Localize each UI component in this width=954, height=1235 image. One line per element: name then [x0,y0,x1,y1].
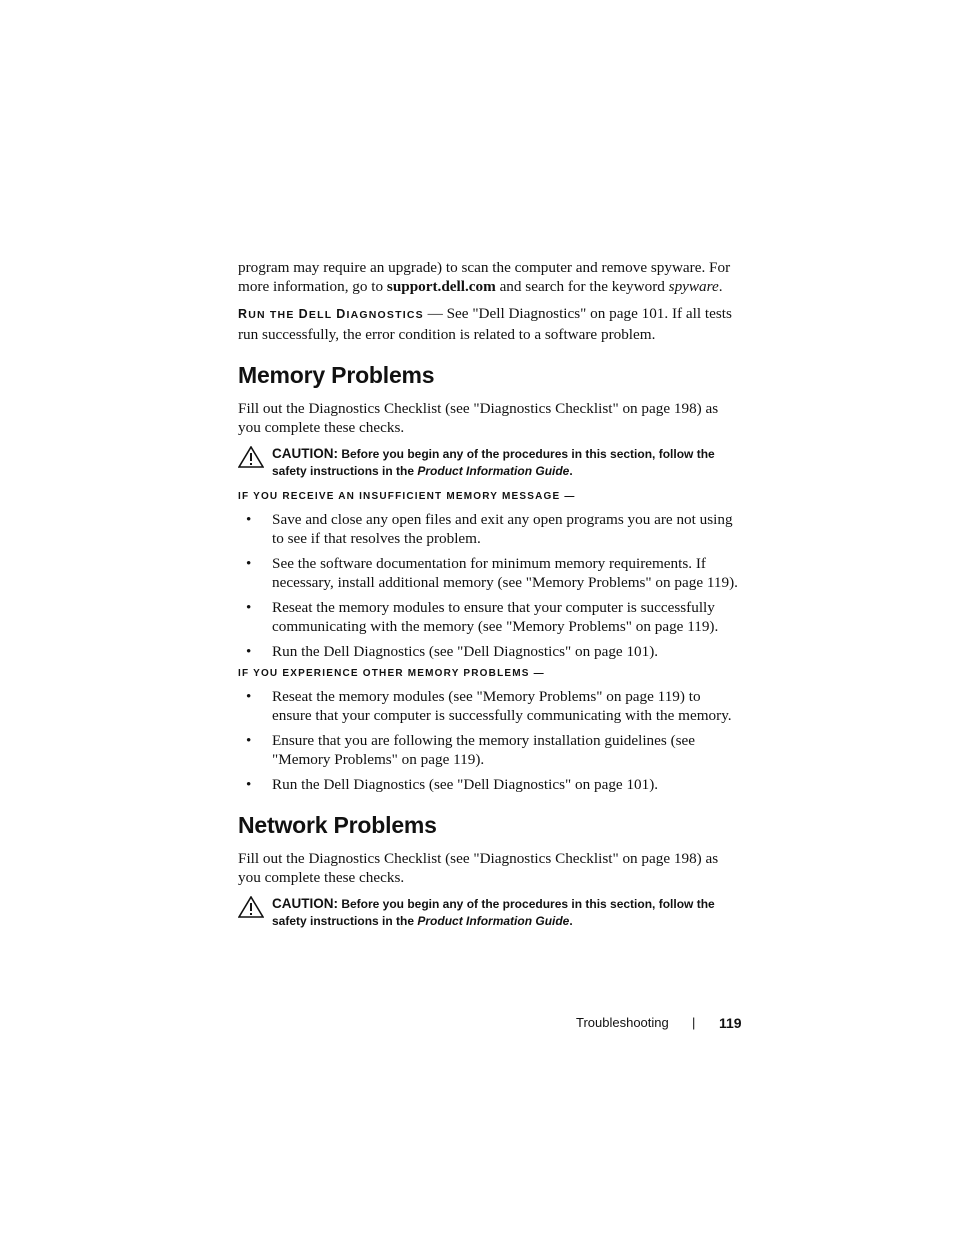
footer-separator: | [692,1015,696,1030]
bullet-icon: • [246,511,252,528]
list-item: • See the software documentation for minimum memory requirements. If necessary, install additional memory (see "Memory Problems" on page 119). [246,555,738,591]
memory-caution-note: CAUTION: Before you begin any of the procedures in this section, follow the safety instructions in the Product Information Guide. [238,445,738,480]
page-footer [576,1015,742,1031]
bullet-icon: • [246,732,252,749]
warning-triangle-icon [238,896,264,918]
bullet-icon: • [246,688,252,705]
run-diagnostics-heading: RUN THE DELL DIAGNOSTICS [238,307,424,321]
list-item: • Save and close any open files and exit any open programs you are not using to see if that resolves the problem. [246,511,733,547]
bullet-icon: • [246,776,252,793]
support-link[interactable]: support.dell.com [386,278,496,295]
guide-title: Product Information Guide [417,914,570,928]
other-memory-subheading: IF YOU EXPERIENCE OTHER MEMORY PROBLEMS — [238,668,545,679]
page-body [238,258,738,940]
footer-section-title: Troubleshooting [576,1015,669,1030]
caution-text: Before you begin any of the procedures in this section, follow the safety instructions in the [272,447,715,478]
memory-problems-heading: Memory Problems [238,362,435,388]
intro-text: program may require an upgrade) to scan the computer and remove spyware. For more information, go to [238,259,731,295]
list-item: • Reseat the memory modules (see "Memory Problems" on page 119) to ensure that your computer is successfully communicating with the memory. [246,688,732,724]
insufficient-memory-list [238,510,738,661]
intro-end: . [718,278,723,295]
guide-title: Product Information Guide [417,464,570,478]
insufficient-memory-subheading: IF YOU RECEIVE AN INSUFFICIENT MEMORY MESSAGE — [238,491,576,502]
list-item: • Run the Dell Diagnostics (see "Dell Diagnostics" on page 101). [246,643,659,660]
network-intro: Fill out the Diagnostics Checklist (see "Diagnostics Checklist" on page 198) as you complete these checks. [238,850,719,886]
memory-intro: Fill out the Diagnostics Checklist (see "Diagnostics Checklist" on page 198) as you complete these checks. [238,400,719,436]
list-item: • Reseat the memory modules to ensure that your computer is successfully communicating with the memory (see "Memory Problems" on page 119). [246,599,719,635]
list-item: • Ensure that you are following the memory installation guidelines (see "Memory Problems" on page 119). [246,732,696,768]
intro-paragraph [238,258,738,296]
caution-text: Before you begin any of the procedures in this section, follow the safety instructions in the [272,897,715,928]
bullet-icon: • [246,643,252,660]
bullet-icon: • [246,555,252,572]
list-item: • Run the Dell Diagnostics (see "Dell Diagnostics" on page 101). [246,776,659,793]
caution-label: CAUTION: [272,446,338,461]
network-caution-note: CAUTION: Before you begin any of the procedures in this section, follow the safety instructions in the Product Information Guide. [238,895,738,930]
network-problems-heading: Network Problems [238,812,437,838]
other-memory-list [238,687,738,794]
run-diagnostics-text: See "Dell Diagnostics" on page 101. If all tests run successfully, the error condition is related to a software problem. [238,305,732,343]
run-diagnostics-paragraph [238,304,738,344]
caution-label: CAUTION: [272,896,338,911]
keyword-spyware: spyware [668,278,719,295]
em-dash: — [423,305,447,322]
intro-after-text: and search for the keyword [495,278,669,295]
bullet-icon: • [246,599,252,616]
warning-triangle-icon [238,446,264,468]
page-number: 119 [719,1015,742,1031]
